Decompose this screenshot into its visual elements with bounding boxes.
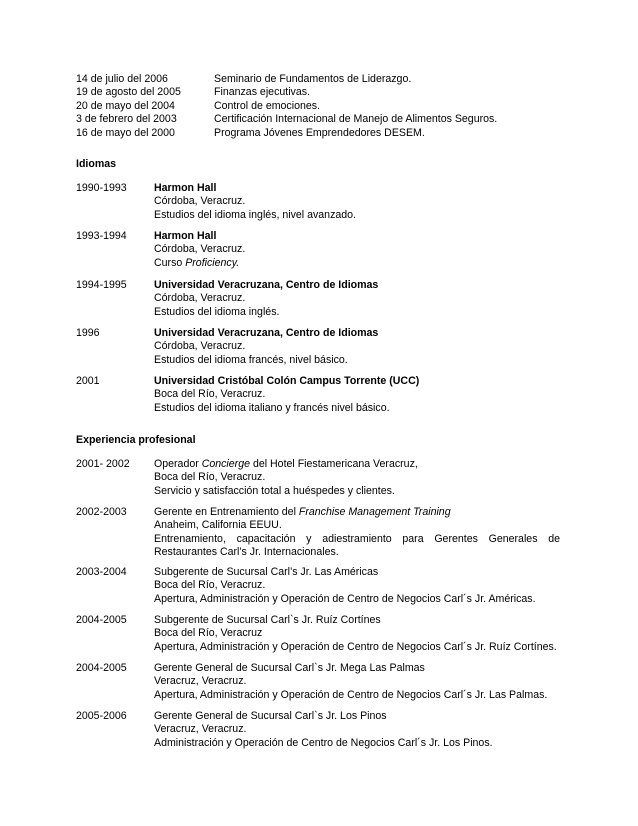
entry-year: 2001- 2002 xyxy=(76,458,130,470)
course-title: Finanzas ejecutivas. xyxy=(214,86,310,99)
course-row xyxy=(76,73,497,86)
language-entry xyxy=(76,182,560,222)
entry-institution: Universidad Veracruzana, Centro de Idiomas xyxy=(154,279,379,291)
course-title: Control de emociones. xyxy=(214,99,320,112)
course-row xyxy=(76,113,497,126)
entry-location: Boca del Río, Veracruz. xyxy=(154,579,266,592)
entry-institution: Harmon Hall xyxy=(154,230,217,242)
entry-institution: Universidad Veracruzana, Centro de Idiomas xyxy=(154,327,379,339)
entry-title xyxy=(154,458,560,471)
entry-title: Subgerente de Sucursal Carl`s Jr. Ruíz Cortínes xyxy=(154,614,381,626)
entry-title xyxy=(154,506,560,519)
language-entry xyxy=(76,230,560,270)
entry-location: Anaheim, California EEUU. xyxy=(154,519,282,532)
entry-detail: Apertura, Administración y Operación de Centro de Negocios Carl´s Jr. Américas. xyxy=(154,592,536,605)
experience-entry xyxy=(76,458,560,498)
entry-detail-prefix: Curso xyxy=(154,256,186,269)
entry-detail: Administración y Operación de Centro de Negocios Carl´s Jr. Los Pinos. xyxy=(154,736,493,749)
entry-year: 2001 xyxy=(76,375,100,387)
entry-location: Boca del Río, Veracruz. xyxy=(154,471,266,484)
entry-location: Córdoba, Veracruz. xyxy=(154,292,246,305)
course-row xyxy=(76,86,497,99)
language-entry xyxy=(76,327,560,367)
entry-year: 1996 xyxy=(76,327,100,339)
entry-detail-italic: Proficiency. xyxy=(185,256,240,269)
entry-year: 1994-1995 xyxy=(76,279,127,291)
course-date: 19 de agosto del 2005 xyxy=(76,86,181,99)
entry-year: 2002-2003 xyxy=(76,506,127,518)
entry-year: 1993-1994 xyxy=(76,230,127,242)
entry-title-prefix: Operador xyxy=(154,458,202,470)
experience-entry xyxy=(76,710,560,750)
entry-year: 2003-2004 xyxy=(76,566,127,578)
course-date: 14 de julio del 2006 xyxy=(76,73,168,85)
idiomas-heading: Idiomas xyxy=(76,158,117,170)
entry-institution: Universidad Cristóbal Colón Campus Torrente (UCC) xyxy=(154,375,420,387)
entry-year: 2005-2006 xyxy=(76,710,127,722)
language-entry xyxy=(76,279,560,319)
experience-entry xyxy=(76,566,560,606)
entry-title: Gerente General de Sucursal Carl`s Jr. Mega Las Palmas xyxy=(154,662,425,674)
course-date: 16 de mayo del 2000 xyxy=(76,126,175,139)
entry-location: Boca del Río, Veracruz xyxy=(154,627,263,640)
experience-entry xyxy=(76,614,560,654)
course-row xyxy=(76,127,497,140)
entry-title-prefix: Gerente en Entrenamiento del xyxy=(154,506,299,518)
entry-detail: Apertura, Administración y Operación de Centro de Negocios Carl´s Jr. Ruíz Cortínes. xyxy=(154,640,557,653)
experiencia-heading: Experiencia profesional xyxy=(76,434,196,446)
entry-location: Córdoba, Veracruz. xyxy=(154,243,246,256)
entry-location: Veracruz, Veracruz. xyxy=(154,723,247,736)
entry-detail: Estudios del idioma inglés. xyxy=(154,305,280,318)
experience-entry xyxy=(76,662,560,702)
entry-title: Subgerente de Sucursal Carl’s Jr. Las Américas xyxy=(154,566,379,578)
entry-detail xyxy=(154,257,560,270)
entry-year: 1990-1993 xyxy=(76,182,127,194)
course-date: 20 de mayo del 2004 xyxy=(76,99,175,112)
entry-detail: Servicio y satisfacción total a huéspedes y clientes. xyxy=(154,484,395,497)
course-row xyxy=(76,100,497,113)
language-entry xyxy=(76,375,560,415)
course-date: 3 de febrero del 2003 xyxy=(76,113,177,126)
entry-title-italic: Franchise Management Training xyxy=(298,506,451,518)
entry-location: Boca del Río, Veracruz. xyxy=(154,388,266,401)
entry-location: Córdoba, Veracruz. xyxy=(154,195,246,208)
entry-location: Veracruz, Veracruz. xyxy=(154,675,247,688)
entry-title-suffix: del Hotel Fiestamericana Veracruz, xyxy=(250,458,418,470)
entry-detail: Estudios del idioma inglés, nivel avanzado. xyxy=(154,208,356,221)
entry-detail: Estudios del idioma italiano y francés nivel básico. xyxy=(154,401,390,414)
entry-title-italic: Concierge xyxy=(201,458,250,470)
entry-detail: Estudios del idioma francés, nivel básico. xyxy=(154,353,348,366)
entry-year: 2004-2005 xyxy=(76,662,127,674)
experience-entry xyxy=(76,506,560,560)
course-title: Seminario de Fundamentos de Liderazgo. xyxy=(214,73,412,85)
entry-title: Gerente General de Sucursal Carl`s Jr. Los Pinos xyxy=(154,710,387,722)
course-title: Certificación Internacional de Manejo de Alimentos Seguros. xyxy=(214,113,498,126)
entry-institution: Harmon Hall xyxy=(154,182,217,194)
entry-detail-continued: Restaurantes Carl’s Jr. Internacionales. xyxy=(154,546,339,559)
entry-year: 2004-2005 xyxy=(76,614,127,626)
entry-detail: Entrenamiento, capacitación y adiestramiento para Gerentes Generales de xyxy=(154,532,560,545)
courses-list xyxy=(76,73,497,140)
entry-location: Córdoba, Veracruz. xyxy=(154,340,246,353)
entry-detail: Apertura, Administración y Operación de Centro de Negocios Carl´s Jr. Las Palmas. xyxy=(154,688,548,701)
course-title: Programa Jóvenes Emprendedores DESEM. xyxy=(214,126,425,139)
